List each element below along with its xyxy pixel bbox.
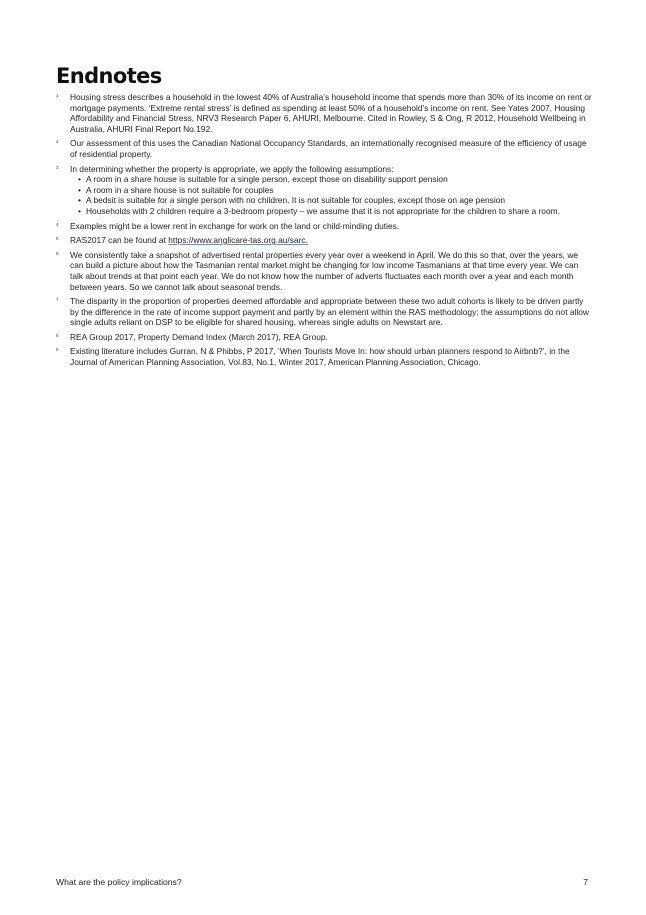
endnote-text: Existing literature includes Gurran, N & Phibbs, P 2017, ‘When Tourists Move In: how should urban planners respond to Airbnb?’, in the Journal of American Planning Association, Vol.83, No.1, Winter 2017, American Planning Association, Chicago.: [70, 346, 570, 368]
endnote-3: [56, 164, 592, 217]
list-item: [78, 195, 592, 206]
endnote-body: [70, 235, 592, 246]
endnote-text: Housing stress describes a household in the lowest 40% of Australia’s household income that spends more than 30% of its income on rent or mortgage payments. ‘Extreme rental stress’ is defined as spending at least 50% of a household’s income on rent. See Yates 2007, Housing Affordability and Financial Stress, NRV3 Research Paper 6, AHURI, Melbourne. Cited in Rowley, S & Ong, R 2012, Household Wellbeing in Australia, AHURI Final Report No.192.: [70, 92, 592, 134]
page-title: Endnotes: [56, 64, 162, 88]
endnote-5: [56, 235, 592, 246]
endnote-6: [56, 250, 592, 292]
page-number: 7: [583, 877, 588, 887]
endnote-number: 4: [56, 221, 59, 227]
endnote-9: [56, 346, 592, 367]
endnote-number: 3: [56, 164, 59, 170]
endnote-number: 8: [56, 332, 59, 338]
endnote-2: [56, 138, 592, 159]
list-item-text: A room in a share house is not suitable for couples: [86, 184, 274, 195]
endnote-8: [56, 332, 592, 343]
endnote-number: 6: [56, 250, 59, 256]
endnote-text: The disparity in the proportion of properties deemed affordable and appropriate between these two adult cohorts is likely to be driven partly by the difference in the rate of income support payment and partly by an element within the RAS methodology; the assumptions do not allow single adults reliant on DSP to be eligible for shared housing, whereas single adults on Newstart are.: [70, 296, 589, 328]
endnote-7: [56, 296, 592, 328]
endnote-text: In determining whether the property is appropriate, we apply the following assumptions:: [70, 163, 394, 174]
bullet-icon: •: [78, 195, 81, 206]
endnotes-list: [56, 92, 592, 372]
assumption-list: [70, 174, 592, 216]
endnote-text: We consistently take a snapshot of advertised rental properties every year over a weekend in April. We do this so that, over the years, we can build a picture about how the Tasmanian rental market might be changing for low income Tasmanians at that time every year. We can talk about trends at that point each year. We do not know how the number of adverts fluctuates each month over a year and each month between years. So we cannot talk about seasonal trends.: [70, 249, 579, 292]
endnote-body: [70, 164, 592, 217]
endnote-text: REA Group 2017, Property Demand Index (March 2017), REA Group.: [70, 331, 328, 342]
endnote-text: Our assessment of this uses the Canadian National Occupancy Standards, an internationally recognised measure of the efficiency of usage of residential property.: [70, 138, 587, 159]
endnote-1: [56, 92, 592, 134]
ras2017-link[interactable]: https://www.anglicare-tas.org.au/sarc.: [168, 235, 308, 246]
bullet-icon: •: [78, 184, 81, 195]
list-item: [78, 174, 592, 185]
endnote-text: Examples might be a lower rent in exchange for work on the land or child-minding duties.: [70, 220, 400, 231]
bullet-icon: •: [78, 174, 81, 185]
list-item-text: A bedsit is suitable for a single person with no children. It is not suitable for couples, except those on age pension: [86, 195, 506, 206]
endnote-text: RAS2017 can be found at: [70, 235, 169, 246]
endnote-number: 7: [56, 297, 59, 303]
list-item: [78, 185, 592, 196]
endnote-number: 2: [56, 139, 59, 145]
endnote-number: 1: [56, 93, 59, 98]
bullet-icon: •: [78, 205, 81, 216]
endnote-4: [56, 221, 592, 232]
list-item-text: A room in a share house is suitable for a single person, except those on disability support pension: [86, 174, 448, 185]
endnote-number: 9: [56, 347, 59, 353]
endnote-number: 5: [56, 236, 59, 242]
footer-section-title: What are the policy implications?: [56, 877, 182, 887]
list-item-text: Households with 2 children require a 3-bedroom property – we assume that it is not appropriate for the children to share a room.: [86, 205, 560, 216]
list-item: [78, 206, 592, 217]
